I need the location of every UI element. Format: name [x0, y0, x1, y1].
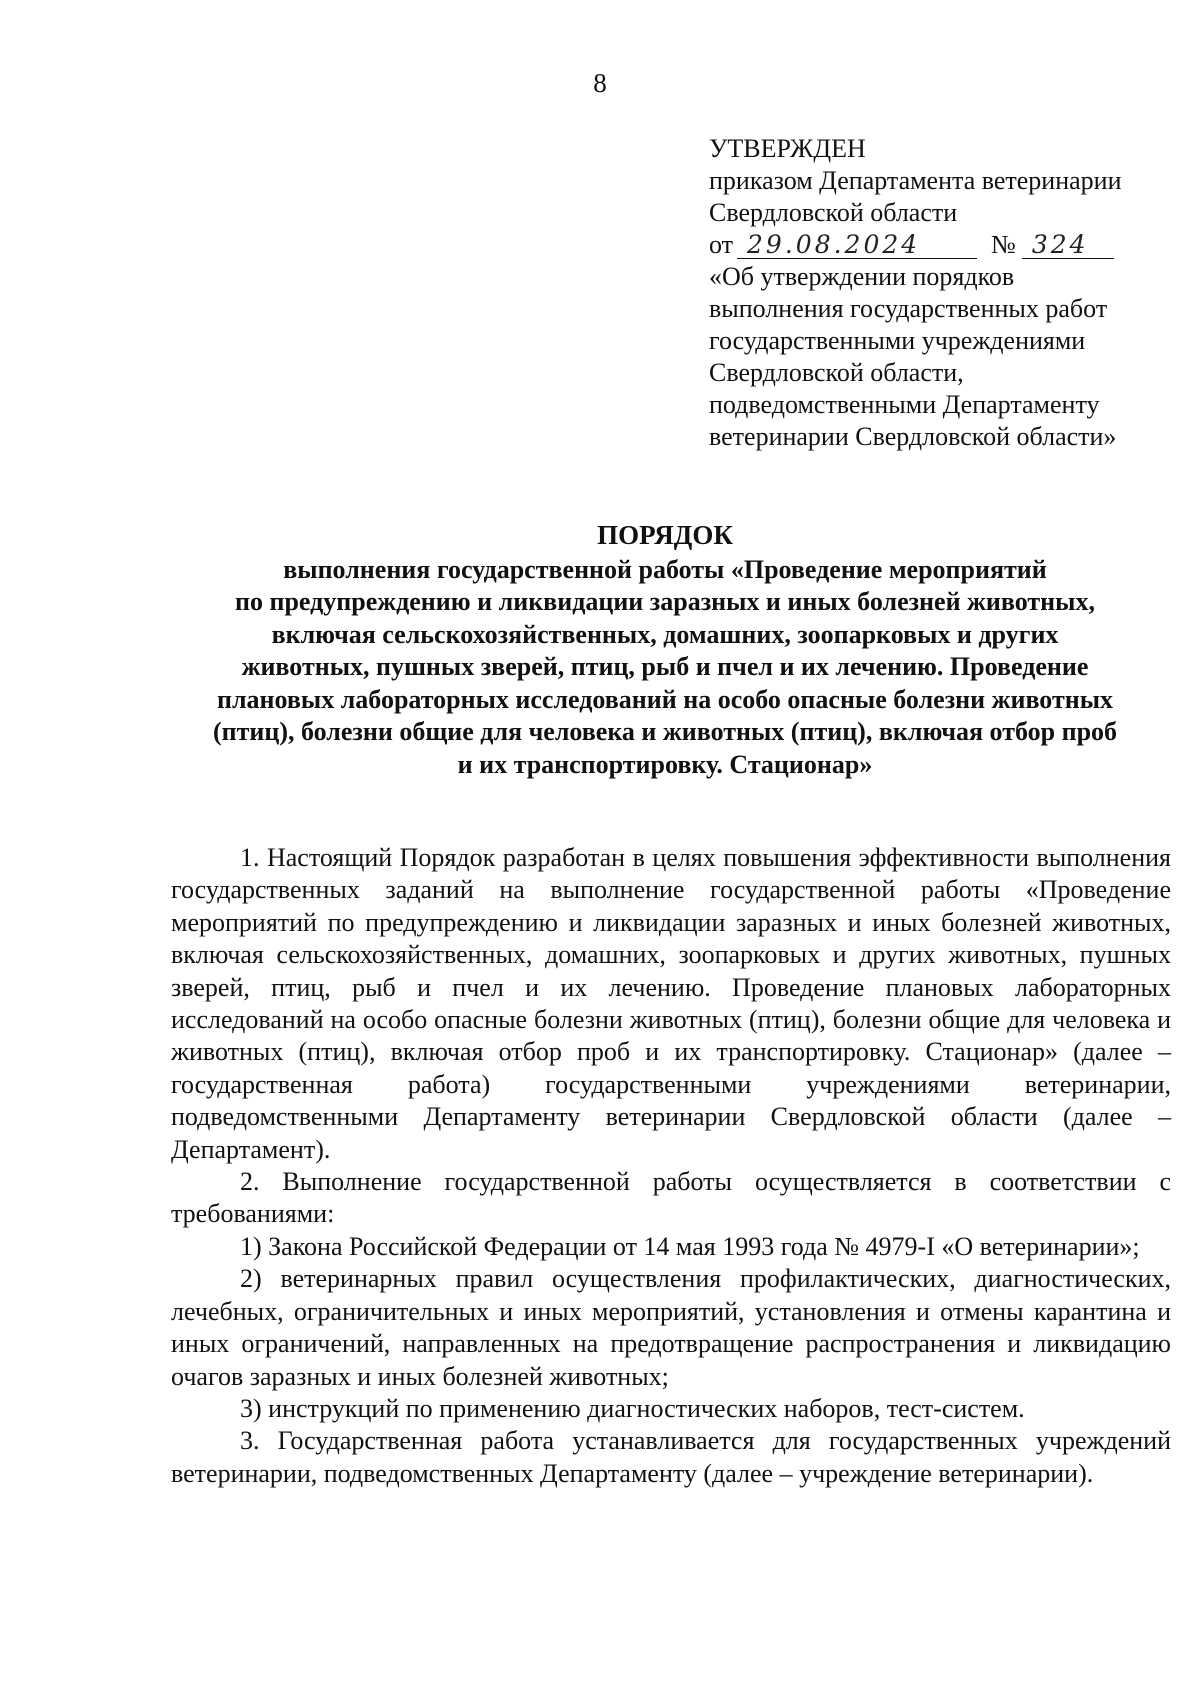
- title-line-3: включая сельскохозяйственных, домашних, зоопарковых и других: [271, 619, 1059, 649]
- number-prefix: №: [991, 230, 1016, 259]
- title-line-6: (птиц), болезни общие для человека и животных (птиц), включая отбор проб: [212, 717, 1118, 746]
- approval-heading: УТВЕРЖДЕН: [709, 134, 866, 163]
- paragraph-2: 2. Выполнение государственной работы осуществляется в соответствии с требованиями:: [171, 1167, 1171, 1229]
- paragraph-2-item-2: 2) ветеринарных правил осуществления профилактических, диагностических, лечебных, ограничительных и иных мероприятий, установления и отмены карантина и иных ограничений, направленных на предотвращение распространения и ликвидацию очагов заразных и иных болезней животных;: [171, 1264, 1171, 1391]
- approval-line-1: приказом Департамента ветеринарии: [709, 166, 1122, 195]
- approval-stamp-block: [709, 133, 1169, 453]
- date-prefix: от: [709, 230, 734, 259]
- approval-subject-line-3: государственными учреждениями: [709, 326, 1086, 355]
- title-line-4: животных, пушных зверей, птиц, рыб и пчел и их лечению. Проведение: [241, 652, 1089, 681]
- approval-subject-line-6: ветеринарии Свердловской области»: [709, 422, 1117, 451]
- handwritten-number: 324: [1022, 232, 1114, 259]
- document-body: [171, 842, 1171, 1490]
- paragraph-2-item-1: 1) Закона Российской Федерации от 14 мая 1993 года № 4979-I «О ветеринарии»;: [240, 1231, 1140, 1261]
- title-line-5: плановых лабораторных исследований на особо опасные болезни животных: [216, 684, 1114, 714]
- page-number: 8: [593, 68, 607, 98]
- document-title: [150, 519, 1180, 781]
- title-line-2: по предупреждению и ликвидации заразных и иных болезней животных,: [235, 587, 1095, 616]
- approval-date-number-line: [709, 229, 1169, 261]
- paragraph-3: 3. Государственная работа устанавливается для государственных учреждений ветеринарии, подведомственных Департаменту (далее – учреждение ветеринарии).: [171, 1426, 1171, 1488]
- paragraph-2-item-3: 3) инструкций по применению диагностических наборов, тест-систем.: [240, 1393, 1025, 1423]
- paragraph-1: 1. Настоящий Порядок разработан в целях повышения эффективности выполнения государственных заданий на выполнение государственной работы «Проведение мероприятий по предупреждению и ликвидации заразных и иных болезней животных, включая сельскохозяйственных, домашних, зоопарковых и других животных, пушных зверей, птиц, рыб и пчел и их лечению. Проведение плановых лабораторных исследований на особо опасные болезни животных (птиц), болезни общие для человека и животных (птиц), включая отбор проб и их транспортировку. Стационар» (далее – государственная работа) государственными учреждениями ветеринарии, подведомственными Департаменту ветеринарии Свердловской области (далее – Департамент).: [171, 843, 1171, 1164]
- approval-subject-line-2: выполнения государственных работ: [709, 294, 1108, 323]
- title-heading: ПОРЯДОК: [597, 520, 733, 550]
- approval-line-2: Свердловской области: [709, 198, 958, 227]
- title-line-1: выполнения государственной работы «Проведение мероприятий: [283, 554, 1047, 584]
- approval-subject-line-5: подведомственными Департаменту: [709, 390, 1100, 419]
- title-line-7: и их транспортировку. Стационар»: [457, 749, 873, 779]
- handwritten-date: 29.08.2024: [737, 232, 977, 259]
- approval-subject-line-1: «Об утверждении порядков: [709, 262, 1015, 291]
- approval-subject-line-4: Свердловской области,: [709, 358, 964, 387]
